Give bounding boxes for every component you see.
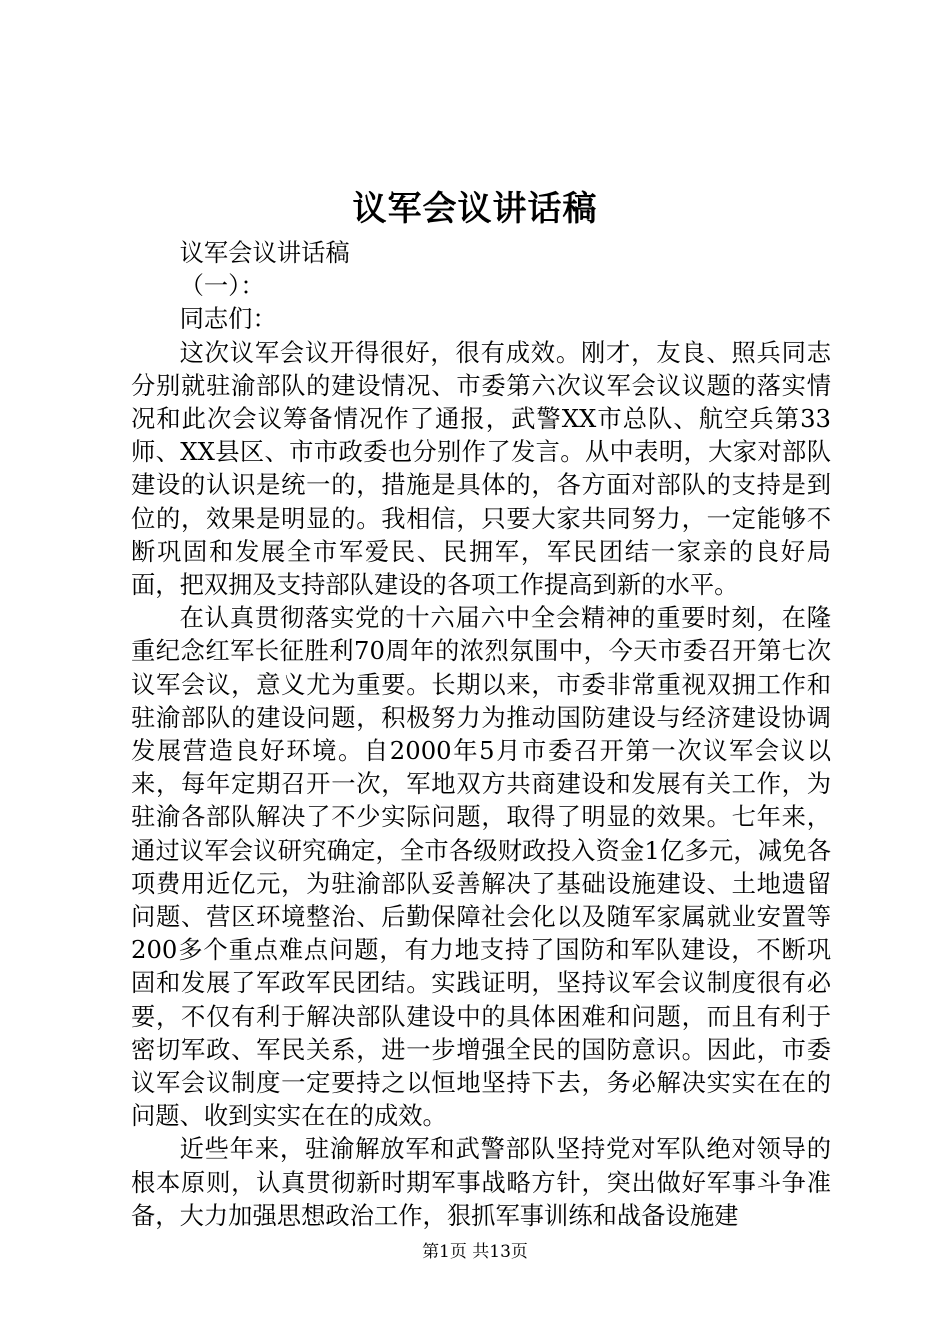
- page-footer: 第1页 共13页: [422, 1242, 528, 1262]
- document-title: 议军会议讲话稿: [352, 189, 598, 229]
- document-subtitle: 议军会议讲话稿: [179, 238, 350, 267]
- document-body: [131, 236, 831, 1232]
- salutation: 同志们：: [179, 304, 277, 334]
- paragraph: 在认真贯彻落实党的十六届六中全会精神的重要时刻，在隆重纪念红军长征胜利70周年的浓烈氛围中，今天市委召开第七次议军会议，意义尤为重要。长期以来，市委非常重视双拥工作和驻渝部队的建设问题，积极努力为推动国防建设与经济建设协调发展营造良好环境。自2000年5月市委召开第一次议军会议以来，每年定期召开一次，军地双方共商建设和发展有关工作，为驻渝各部队解决了不少实际问题，取得了明显的效果。七年来，通过议军会议研究确定，全市各级财政投入资金1亿多元，减免各项费用近亿元，为驻渝部队妥善解决了基础设施建设、土地遗留问题、营区环境整治、后勤保障社会化以及随军家属就业安置等200多个重点难点问题，有力地支持了国防和军队建设，不断巩固和发展了军政军民团结。实践证明，坚持议军会议制度很有必要，不仅有利于解决部队建设中的具体困难和问题，而且有利于密切军政、军民关系，进一步增强全民的国防意识。因此，市委议军会议制度一定要持之以恒地坚持下去，务必解决实实在在的问题、收到实实在在的成效。: [131, 603, 831, 1131]
- paragraph: 这次议军会议开得很好，很有成效。刚才，友良、照兵同志分别就驻渝部队的建设情况、市委第六次议军会议议题的落实情况和此次会议筹备情况作了通报，武警XX市总队、航空兵第33师、XX县区、市市政委也分别作了发言。从中表明，大家对部队建设的认识是统一的，措施是具体的，各方面对部队的支持是到位的，效果是明显的。我相信，只要大家共同努力，一定能够不断巩固和发展全市军爱民、民拥军，军民团结一家亲的良好局面，把双拥及支持部队建设的各项工作提高到新的水平。: [131, 337, 831, 600]
- section-marker: （一）：: [179, 271, 265, 301]
- paragraph: 近些年来，驻渝解放军和武警部队坚持党对军队绝对领导的根本原则，认真贯彻新时期军事战略方针，突出做好军事斗争准备，大力加强思想政治工作，狠抓军事训练和战备设施建: [131, 1134, 831, 1230]
